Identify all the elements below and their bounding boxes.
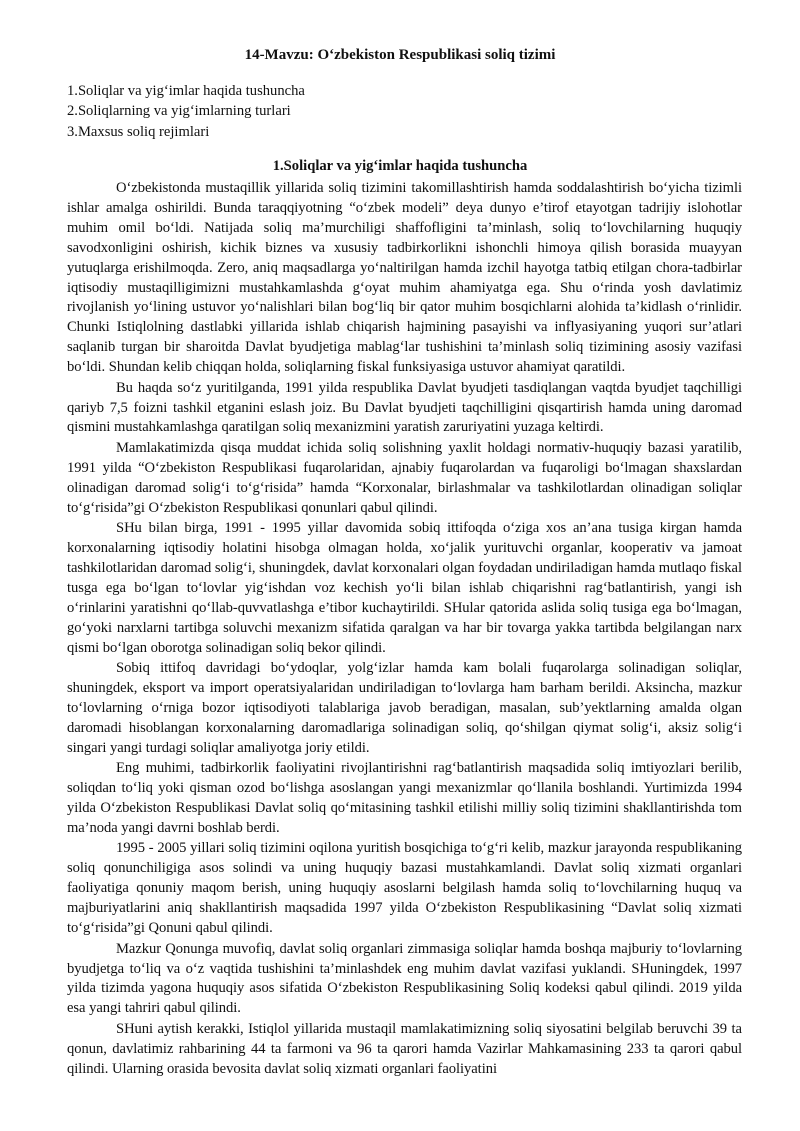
paragraph: Sobiq ittifoq davridagi bo‘ydoqlar, yolg‘izlar hamda kam bolali fuqarolarga solinadigan soliqlar, shuningdek, eksport va import operatsiyalaridan undiriladigan to‘lovlarga ham barham berildi. Aksincha, mazkur to‘lovlarning o‘rniga bozor iqtisodiyoti talablariga javob beradigan, masalan, sub’yektlarning amalda olgan daromadi hisoblangan korxonalarning daromadlariga solinadigan soliq, qo‘shilgan qiymat solig‘i, aksiz solig‘i singari yangi turdagi soliqlar amaliyotga joriy etildi.: [67, 660, 742, 756]
page-title: 14-Mavzu: O‘zbekiston Respublikasi soliq tizimi: [244, 47, 556, 63]
body-text: [67, 179, 742, 1080]
section-heading: 1.Soliqlar va yig‘imlar haqida tushuncha: [272, 158, 528, 174]
outline-item: 1.Soliqlar va yig‘imlar haqida tushuncha: [67, 83, 305, 99]
topic-outline: [67, 82, 747, 143]
paragraph: SHuni aytish kerakki, Istiqlol yillarida mustaqil mamlakatimizning soliq siyosatini belgilab beruvchi 39 ta qonun, davlatimiz rahbarining 44 ta farmoni va 96 ta qarori hamda Vazirlar Mahkamasining 233 ta qarori qabul qilindi. Ularning orasida bevosita davlat soliq xizmati organlari faoliyatini: [67, 1020, 742, 1077]
outline-item: 3.Maxsus soliq rejimlari: [67, 123, 210, 140]
paragraph: Mamlakatimizda qisqa muddat ichida soliq solishning yaxlit holdagi normativ-huquqiy bazasi yaratilib, 1991 yilda “O‘zbekiston Respublikasi fuqarolaridan, ajnabiy fuqarolardan va fuqaroligi bo‘lmagan shaxslardan olinadigan daromad solig‘i to‘g‘risida” hamda “Korxonalar, birlashmalar va tashkilotlardan olinadigan soliqlar to‘g‘risida”gi O‘zbekiston Respublikasi qonunlari qabul qilindi.: [67, 439, 742, 516]
outline-item: 2.Soliqlarning va yig‘imlarning turlari: [67, 103, 291, 120]
paragraph: Bu haqda so‘z yuritilganda, 1991 yilda respublika Davlat byudjeti tasdiqlangan vaqtda byudjet taqchilligi qariyb 7,5 foizni tashkil etganini eslash joiz. Bu Davlat byudjeti taqchilligini qisqartirish hamda uning daromad qismini mustahkamlashga qaratilgan soliq mexanizmini yaratish zaruriyatini yuzaga keltirdi.: [67, 379, 742, 436]
paragraph: Eng muhimi, tadbirkorlik faoliyatini rivojlantirishni rag‘batlantirish maqsadida soliq imtiyozlari berilib, soliqdan to‘liq yoki qisman ozod bo‘lishga asoslangan yangi mexanizmlar qo‘llanila boshlandi. Yurtimizda 1994 yilda O‘zbekiston Respublikasi Davlat soliq qo‘mitasining tashkil etilishi milliy soliq tizimini shakllantirishda tom ma’noda yangi davrni boshlab berdi.: [67, 760, 742, 836]
paragraph: 1995 - 2005 yillari soliq tizimini oqilona yuritish bosqichiga to‘g‘ri kelib, mazkur jarayonda respublikaning soliq qonunchiligiga asos solindi va uning huquqiy bazasi mustahkamlandi. Davlat soliq xizmati organlari faoliyatiga qonuniy maqom berish, uning huquqiy asoslarni belgilash hamda soliq to‘lovchilarning huquq va majburiyatlarini aniq shakllantirish maqsadida 1997 yilda O‘zbekiston Respublikasining “Davlat soliq xizmati to‘g‘risida”gi Qonuni qabul qilindi.: [67, 840, 742, 937]
paragraph: O‘zbekistonda mustaqillik yillarida soliq tizimini takomillashtirish hamda soddalashtirish bo‘yicha tizimli ishlar amalga oshirildi. Bunda taraqqiyotning “o‘zbek modeli” deya dunyo e’tirof etayotgan tadrijiy islohotlar muhim omil bo‘ldi. Natijada soliq ma’murchiligi shaffofligini ta’minlash, soliq to‘lovchilarning huquqiy savodxonligini oshirish, kichik biznes va xususiy tadbirkorlikni ishonchli himoya qilish borasida muayyan yutuqlarga erishilmoqda. Zero, aniq maqsadlarga yo‘naltirilgan hamda izchil hayotga tatbiq etilgan chora-tadbirlar iqtisodiy mustaqilligimizni mustahkamlashda g‘oyat muhim ahamiyatga ega. Shu o‘rinda yosh davlatimiz rivojlanish yo‘lining ustuvor yo‘nalishlari bilan bog‘liq bir qator muhim bosqichlarni alohida ta’kidlash o‘rinlidir. Chunki Istiqlolning dastlabki yillarida ishlab chiqarish hajmining pasayishi va inflyasiyaning yuqori sur’atlari saqlanib turgan bir sharoitda Davlat byudjetiga mablag‘lar tushishini ta’minlash soliq tizimining asosiy vazifasi bo‘ldi. Shundan kelib chiqqan holda, soliqlarning fiskal funksiyasiga ustuvor ahamiyat qaratildi.: [67, 180, 742, 376]
paragraph: Mazkur Qonunga muvofiq, davlat soliq organlari zimmasiga soliqlar hamda boshqa majburiy to‘lovlarning byudjetga to‘liq va o‘z vaqtida tushishini ta’minlashdek eng muhim davlat vazifasi yuklandi. SHuningdek, 1997 yilda tizimda yagona huquqiy asos sifatida O‘zbekiston Respublikasining Soliq kodeksi qabul qilindi. 2019 yilda esa yangi tahriri qabul qilindi.: [67, 940, 742, 1017]
paragraph: SHu bilan birga, 1991 - 1995 yillar davomida sobiq ittifoqda o‘ziga xos an’ana tusiga kirgan hamda korxonalarning iqtisodiy holatini hisobga olmagan holda, xo‘jalik yurituvchi organlar, kooperativ va jamoat tashkilotlaridan daromad solig‘i, shuningdek, davlat korxonalari olgan foydadan undiriladigan hamda mutlaqo fiskal tusga ega bo‘lgan to‘lovlar yig‘ishdan voz kechish yo‘li bilan ishlab chiqarishni rag‘batlantirish, yangi ish o‘rinlarini yaratishni qo‘llab-quvvatlashga e’tibor kuchaytirildi. SHular qatorida aslida soliq tusiga ega bo‘lmagan, go‘yoki narxlarni tartibga soluvchi mexanizm sifatida qaralgan va har bir tovarga yakka tartibda belgilangan narx qismi bo‘lgan oborotga solinadigan soliq bekor qilindi.: [67, 520, 742, 656]
